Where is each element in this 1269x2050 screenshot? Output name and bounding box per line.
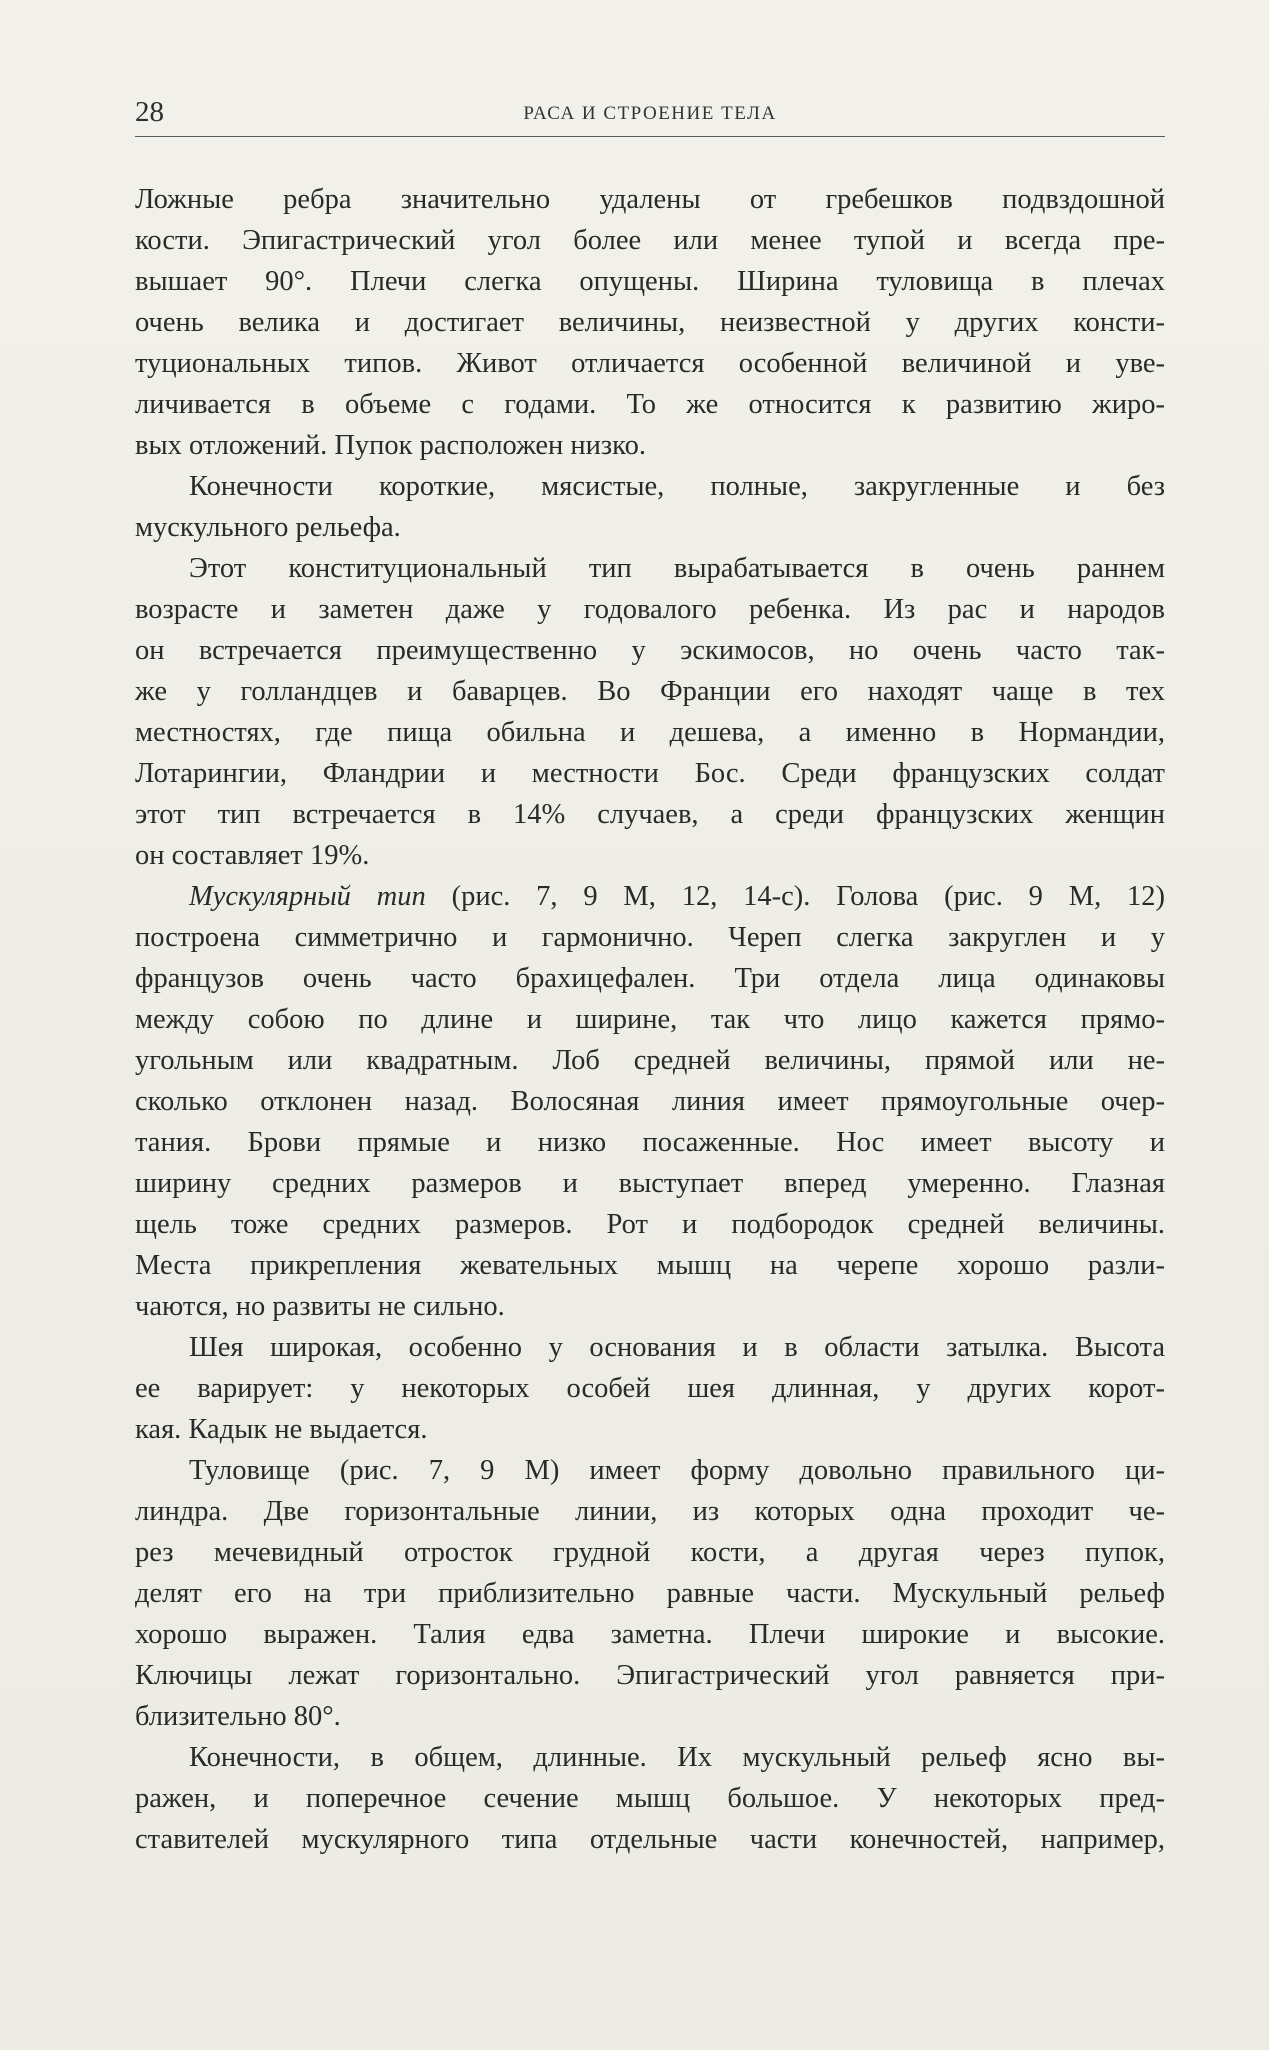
text-line: же у голландцев и баварцев. Во Франции его находят чаще в тех bbox=[135, 676, 1165, 707]
text-line: тания. Брови прямые и низко посаженные. Нос имеет высоту и bbox=[135, 1127, 1165, 1158]
text-line: очень велика и достигает величины, неизвестной у других консти- bbox=[135, 307, 1165, 338]
text-line: щель тоже средних размеров. Рот и подбородок средней величины. bbox=[135, 1209, 1165, 1240]
text-line: личивается в объеме с годами. То же относится к развитию жиро- bbox=[135, 389, 1165, 420]
text-line: делят его на три приблизительно равные части. Мускульный рельеф bbox=[135, 1578, 1165, 1609]
text-line: кости. Эпигастрический угол более или менее тупой и всегда пре- bbox=[135, 225, 1165, 256]
text-line: угольным или квадратным. Лоб средней величины, прямой или не- bbox=[135, 1045, 1165, 1076]
text-line: Конечности, в общем, длинные. Их мускульный рельеф ясно вы- bbox=[189, 1742, 1165, 1773]
text-line: Туловище (рис. 7, 9 М) имеет форму довольно правильного ци- bbox=[189, 1455, 1165, 1486]
section-heading-line bbox=[135, 876, 1165, 917]
text-line: Этот конституциональный тип вырабатывается в очень раннем bbox=[189, 553, 1165, 584]
text-line: ставителей мускулярного типа отдельные части конечностей, например, bbox=[135, 1824, 1165, 1855]
text-line: французов очень часто брахицефален. Три отдела лица одинаковы bbox=[135, 963, 1165, 994]
text-line: Конечности короткие, мясистые, полные, закругленные и без bbox=[189, 471, 1165, 502]
text-line: этот тип встречается в 14% случаев, а среди французских женщин bbox=[135, 799, 1165, 830]
text-line: местностях, где пища обильна и дешева, а именно в Нормандии, bbox=[135, 717, 1165, 748]
section-heading: Мускулярный тип bbox=[189, 881, 426, 912]
text-line: Ключицы лежат горизонтально. Эпигастрический угол равняется при- bbox=[135, 1660, 1165, 1691]
text-line: возрасте и заметен даже у годовалого ребенка. Из рас и народов bbox=[135, 594, 1165, 625]
text-line: туциональных типов. Живот отличается особенной величиной и уве- bbox=[135, 348, 1165, 379]
text-line: кая. Кадык не выдается. bbox=[135, 1414, 428, 1445]
text-line: хорошо выражен. Талия едва заметна. Плечи широкие и высокие. bbox=[135, 1619, 1165, 1650]
text-line: мускульного рельефа. bbox=[135, 512, 401, 543]
text-line: чаются, но развиты не сильно. bbox=[135, 1291, 505, 1322]
text-line: сколько отклонен назад. Волосяная линия имеет прямоугольные очер- bbox=[135, 1086, 1165, 1117]
text-line: он встречается преимущественно у эскимосов, но очень часто так- bbox=[135, 635, 1165, 666]
page-number: 28 bbox=[135, 96, 164, 128]
text-line: линдра. Две горизонтальные линии, из которых одна проходит че- bbox=[135, 1496, 1165, 1527]
text-line: вышает 90°. Плечи слегка опущены. Ширина туловища в плечах bbox=[135, 266, 1165, 297]
text-line: ражен, и поперечное сечение мышц большое. У некоторых пред- bbox=[135, 1783, 1165, 1814]
text-line: Места прикрепления жевательных мышц на черепе хорошо разли- bbox=[135, 1250, 1165, 1281]
text-line: ширину средних размеров и выступает вперед умеренно. Глазная bbox=[135, 1168, 1165, 1199]
page-header bbox=[135, 96, 1165, 137]
text-line: ее варирует: у некоторых особей шея длинная, у других корот- bbox=[135, 1373, 1165, 1404]
running-title: РАСА И СТРОЕНИЕ ТЕЛА bbox=[523, 103, 777, 124]
text-fragment: (рис. 7, 9 М, 12, 14-с). Голова (рис. 9 М, 12) bbox=[425, 881, 1166, 912]
text-line: он составляет 19%. bbox=[135, 840, 370, 871]
text-line: между собою по длине и ширине, так что лицо кажется прямо- bbox=[135, 1004, 1165, 1035]
text-line: Лотарингии, Фландрии и местности Бос. Среди французских солдат bbox=[135, 758, 1165, 789]
body-text bbox=[135, 179, 1165, 1860]
text-line: вых отложений. Пупок расположен низко. bbox=[135, 430, 646, 461]
text-line: построена симметрично и гармонично. Череп слегка закруглен и у bbox=[135, 922, 1165, 953]
text-line: Ложные ребра значительно удалены от гребешков подвздошной bbox=[135, 184, 1165, 215]
text-line: близительно 80°. bbox=[135, 1701, 341, 1732]
text-line: рез мечевидный отросток грудной кости, а другая через пупок, bbox=[135, 1537, 1165, 1568]
text-line: Шея широкая, особенно у основания и в области затылка. Высота bbox=[189, 1332, 1165, 1363]
